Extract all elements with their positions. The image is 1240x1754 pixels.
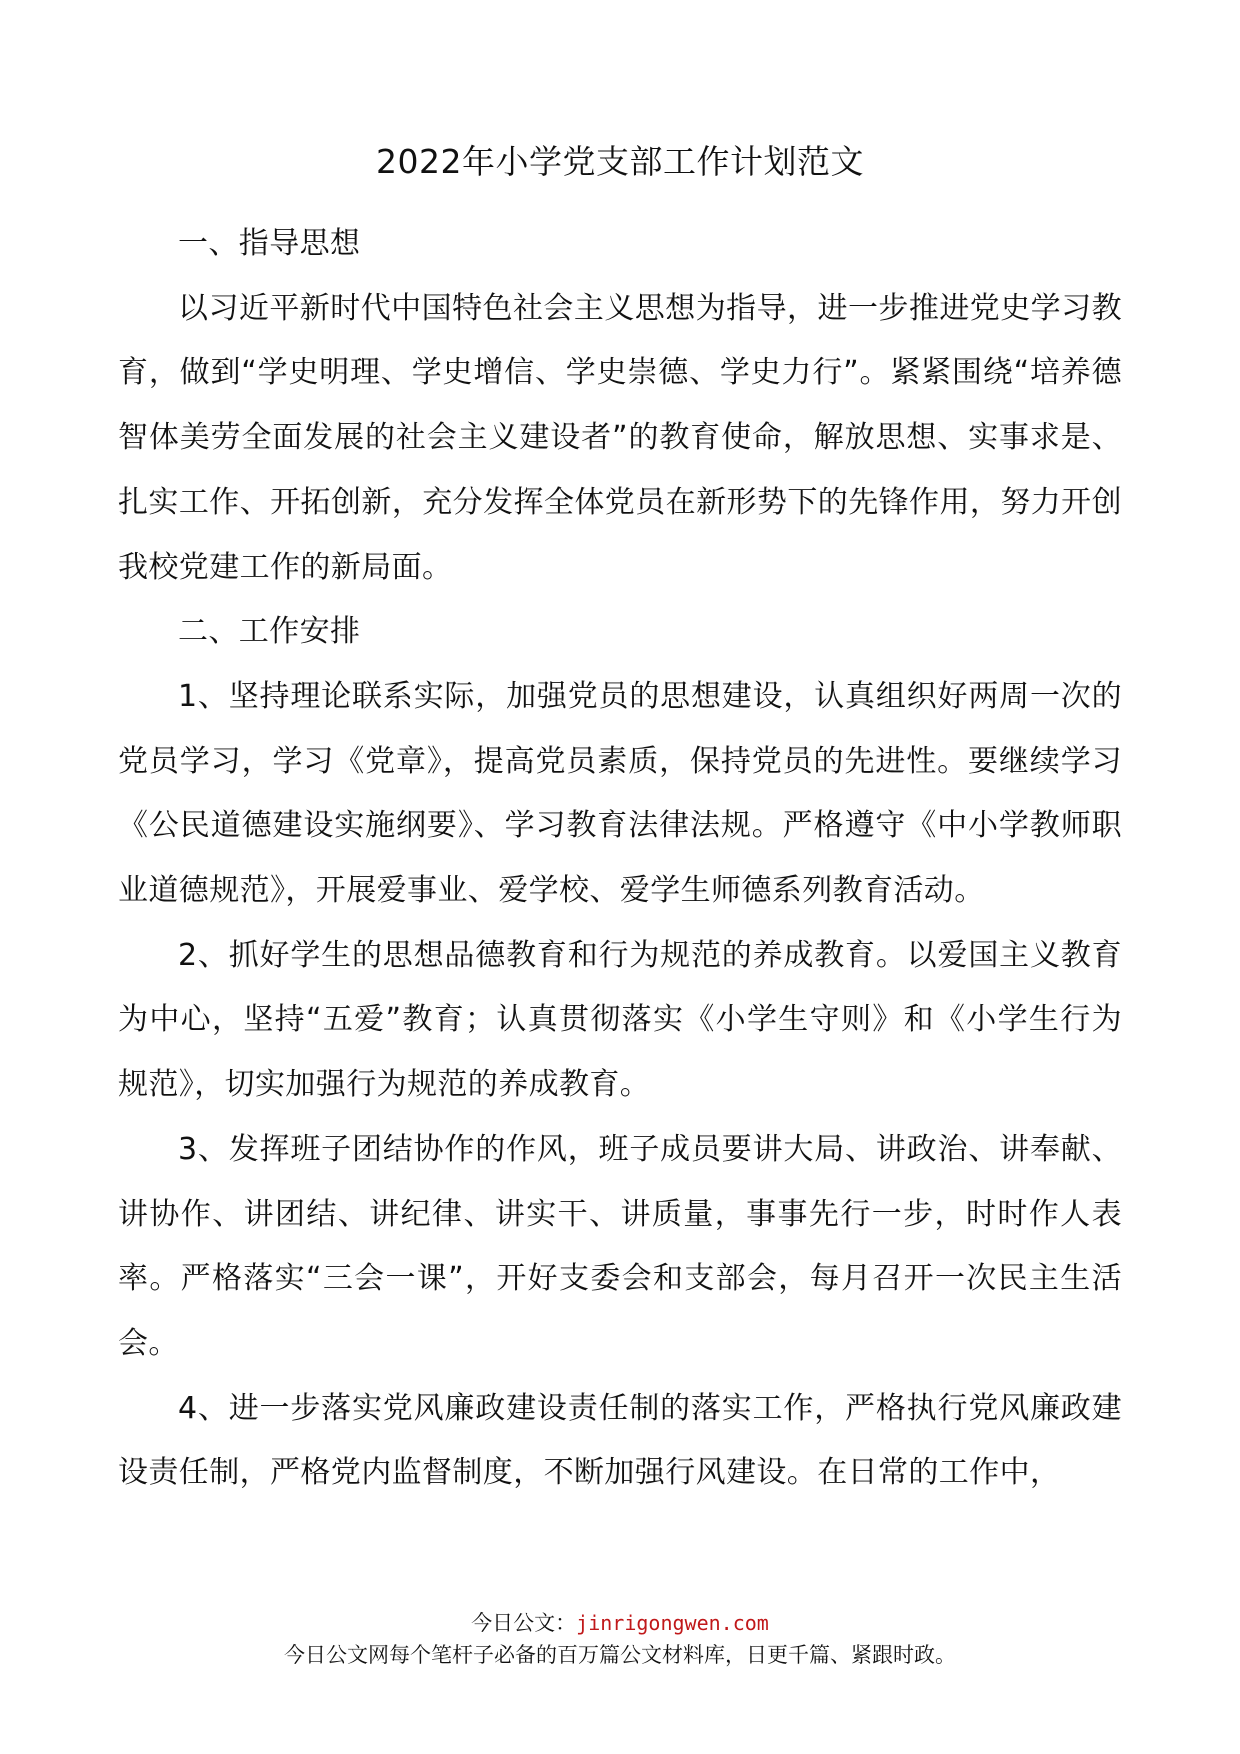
page-footer [0, 1608, 1240, 1670]
document-body [118, 212, 1122, 1506]
paragraph-item-3: 3、发挥班子团结协作的作风，班子成员要讲大局、讲政治、讲奉献、讲协作、讲团结、讲纪律、讲实干、讲质量，事事先行一步，时时作人表率。严格落实“三会一课”，开好支委会和支部会，每月召开一次民主生活会。 [118, 1131, 1122, 1361]
paragraph-item-1: 1、坚持理论联系实际，加强党员的思想建设，认真组织好两周一次的党员学习，学习《党章》，提高党员素质，保持党员的先进性。要继续学习《公民道德建设实施纲要》、学习教育法律法规。严格遵守《中小学教师职业道德规范》，开展爱事业、爱学校、爱学生师德系列教育活动。 [118, 678, 1122, 909]
section-heading-guiding-ideology: 一、指导思想 [178, 226, 361, 261]
paragraph-guiding-ideology: 以习近平新时代中国特色社会主义思想为指导，进一步推进党史学习教育，做到“学史明理、学史增信、学史崇德、学史力行”。紧紧围绕“培养德智体美劳全面发展的社会主义建设者”的教育使命，解放思想、实事求是、扎实工作、开拓创新，充分发挥全体党员在新形势下的先锋作用，努力开创我校党建工作的新局面。 [118, 290, 1122, 585]
paragraph-item-2: 2、抓好学生的思想品德教育和行为规范的养成教育。以爱国主义教育为中心，坚持“五爱”教育；认真贯彻落实《小学生守则》和《小学生行为规范》，切实加强行为规范的养成教育。 [118, 937, 1122, 1103]
footer-site-link[interactable]: jinrigongwen.com [576, 1611, 769, 1635]
footer-site-name: 今日公文： [471, 1611, 577, 1635]
paragraph-item-4: 4、进一步落实党风廉政建设责任制的落实工作，严格执行党风廉政建设责任制，严格党内监督制度，不断加强行风建设。在日常的工作中， [118, 1390, 1122, 1491]
section-heading-work-arrangement: 二、工作安排 [178, 614, 361, 650]
footer-tagline: 今日公文网每个笔杆子必备的百万篇公文材料库，日更千篇、紧跟时政。 [284, 1643, 956, 1667]
document-title: 2022年小学党支部工作计划范文 [376, 142, 864, 181]
